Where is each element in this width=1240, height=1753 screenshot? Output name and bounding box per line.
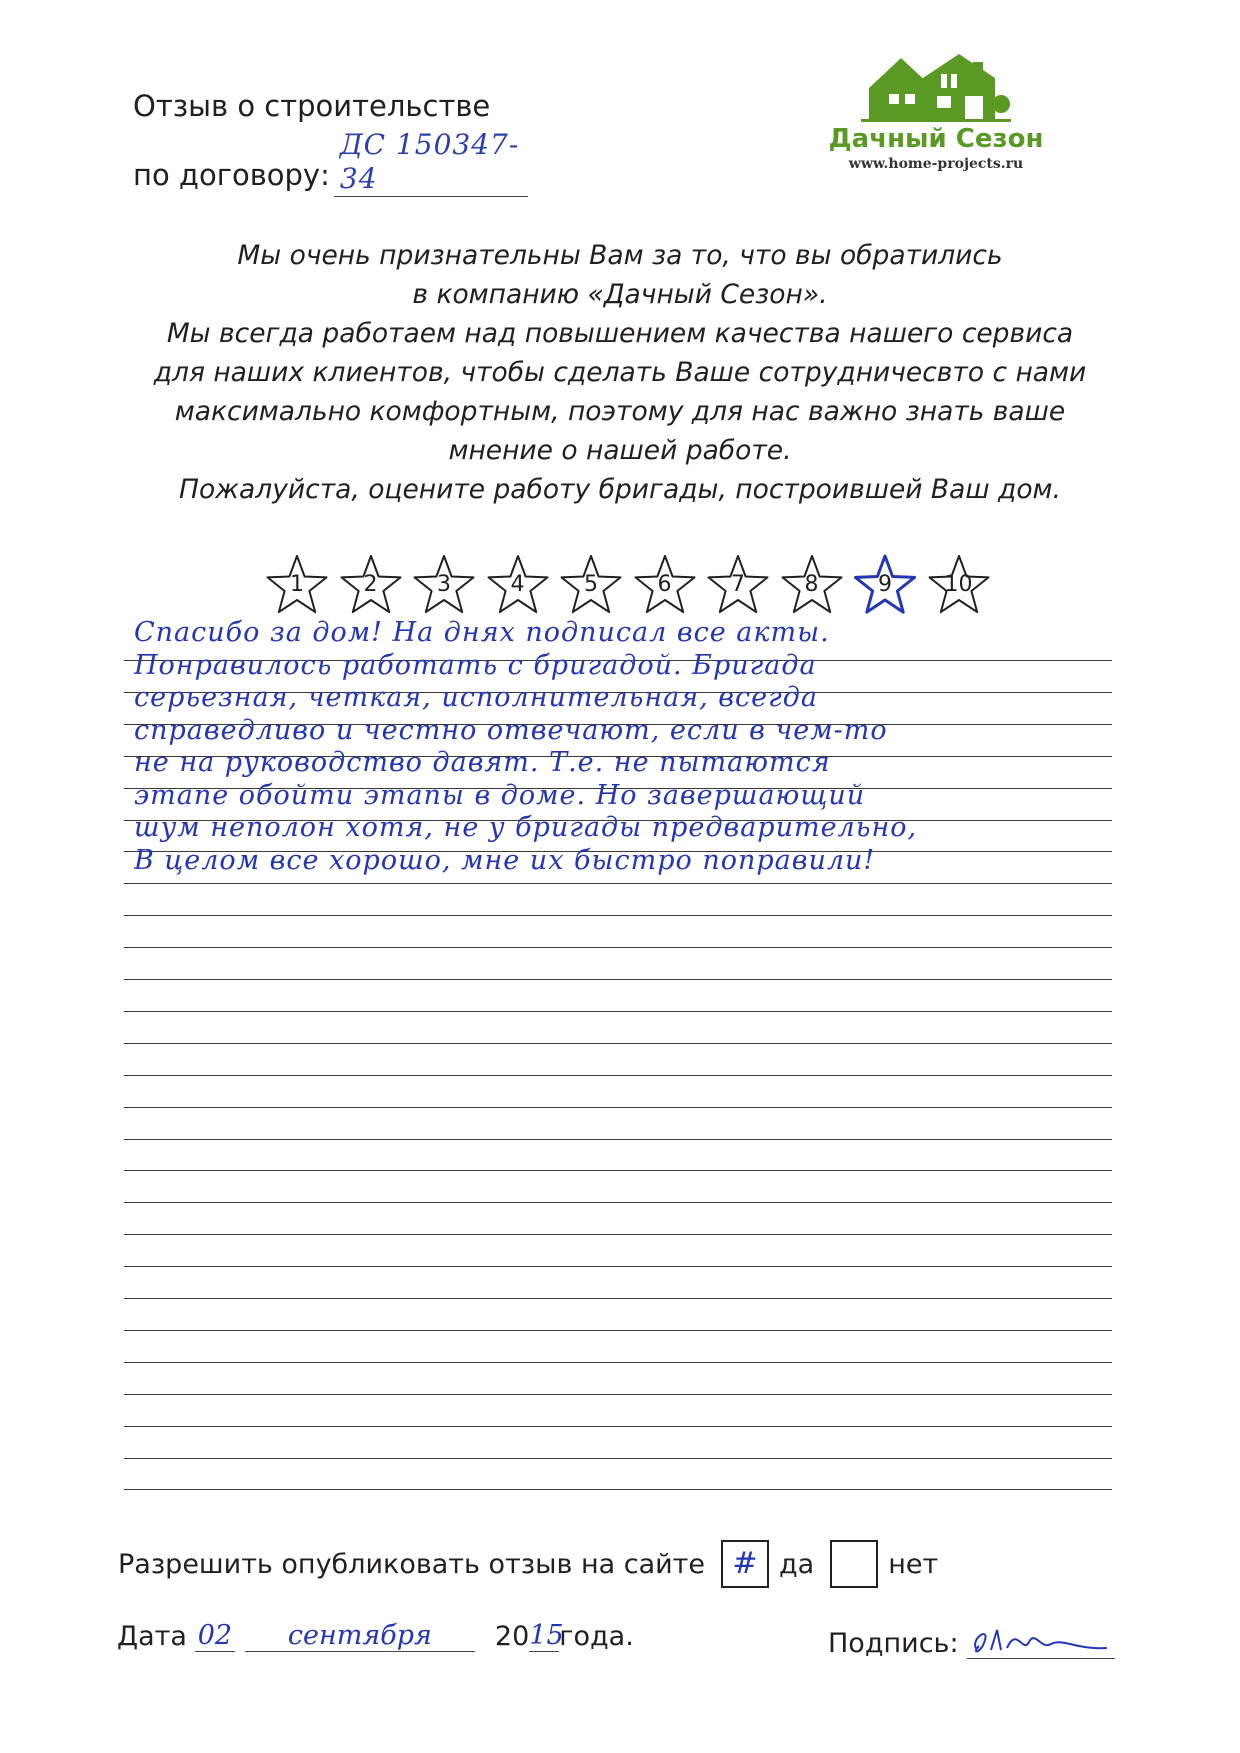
review-line: Спасибо за дом! На днях подписал все акты.: [134, 617, 830, 648]
rating-star-5[interactable]: [558, 552, 624, 618]
publish-label: Разрешить опубликовать отзыв на сайте: [118, 1548, 705, 1580]
contract-label: по договору:: [133, 158, 330, 192]
star-number: 2: [363, 572, 378, 597]
company-logo: [826, 50, 1046, 172]
intro-line: мнение о нашей работе.: [448, 435, 792, 466]
date-year-suffix: 15: [529, 1620, 564, 1651]
review-line: этапе обойти этапы в доме. Но завершающий: [134, 779, 866, 811]
ruled-line: [124, 947, 1112, 948]
star-number: 6: [657, 572, 672, 597]
publish-no-checkbox[interactable]: [830, 1540, 878, 1588]
contract-row: [133, 128, 528, 197]
rating-star-6[interactable]: [632, 552, 698, 618]
star-number: 7: [731, 572, 745, 597]
review-line: Понравилось работать с бригадой. Бригада: [134, 649, 817, 681]
ruled-line: [124, 1139, 1112, 1140]
rating-star-9[interactable]: [852, 552, 918, 618]
date-year-word: года.: [559, 1621, 634, 1652]
star-number: 1: [290, 572, 304, 597]
house-logo-icon: [861, 50, 1011, 122]
review-line: серьезная, четкая, исполнительная, всегда: [134, 682, 818, 713]
star-number: 10: [944, 572, 973, 597]
ruled-line: [124, 1458, 1112, 1459]
star-number: 5: [584, 572, 598, 597]
ruled-line: [124, 1330, 1112, 1331]
form-title: Отзыв о строительстве: [133, 89, 491, 123]
rating-star-4[interactable]: [485, 552, 551, 618]
ruled-line: [124, 1266, 1112, 1267]
signature-field: [967, 1620, 1115, 1659]
signature-row: [828, 1620, 1115, 1659]
signature-scribble: [967, 1620, 1115, 1660]
ruled-line: [124, 1362, 1112, 1363]
ruled-line: [124, 979, 1112, 980]
date-row: [117, 1620, 634, 1652]
intro-line: максимально комфортным, поэтому для нас важно знать ваше: [174, 396, 1066, 427]
publish-permission: [118, 1540, 938, 1588]
contract-number: ДС 150347-34: [334, 128, 528, 197]
intro-line: Пожалуйста, оцените работу бригады, построившей Ваш дом.: [179, 474, 1061, 505]
ruled-line: [124, 883, 1112, 884]
intro-text: [110, 236, 1130, 509]
rating-star-2[interactable]: [338, 552, 404, 618]
signature-label: Подпись:: [828, 1628, 959, 1659]
ruled-line: [124, 1011, 1112, 1012]
ruled-line: [124, 1489, 1112, 1490]
star-number: 8: [804, 572, 819, 597]
intro-line: для наших клиентов, чтобы сделать Ваше сотрудничесвто с нами: [153, 357, 1087, 388]
review-line: не на руководство давят. Т.е. не пытаются: [134, 747, 831, 778]
ruled-line: [124, 1170, 1112, 1171]
intro-line: Мы очень признательны Вам за то, что вы обратились: [237, 240, 1003, 271]
date-month: сентября: [245, 1620, 475, 1652]
ruled-line: [124, 1075, 1112, 1076]
review-line: шум неполон хотя, не у бригады предварительно,: [134, 812, 918, 843]
ruled-line: [124, 1298, 1112, 1299]
ruled-line: [124, 1394, 1112, 1395]
rating-star-1[interactable]: [264, 552, 330, 618]
company-url: www.home-projects.ru: [848, 156, 1024, 172]
rating-star-3[interactable]: [411, 552, 477, 618]
star-number: 4: [510, 572, 525, 597]
handwritten-review: [134, 617, 1114, 877]
review-line: справедливо и честно отвечают, если в чем-то: [134, 714, 888, 746]
star-number: 9: [878, 572, 892, 597]
date-day: 02: [195, 1620, 235, 1652]
publish-yes-label: да: [779, 1548, 815, 1580]
star-number: 3: [437, 572, 451, 597]
ruled-line: [124, 1202, 1112, 1203]
date-year-prefix: 20: [494, 1621, 530, 1652]
ruled-line: [124, 1234, 1112, 1235]
ruled-line: [124, 1426, 1112, 1427]
ruled-line: [124, 1107, 1112, 1108]
intro-line: в компанию «Дачный Сезон».: [412, 279, 828, 310]
rating-star-8[interactable]: [779, 552, 845, 618]
company-name: Дачный Сезон: [828, 124, 1044, 154]
form-header: [133, 84, 528, 197]
rating-star-10[interactable]: [926, 552, 992, 618]
rating-stars: [264, 552, 1004, 618]
ruled-line: [124, 1043, 1112, 1044]
publish-yes-checkbox[interactable]: #: [721, 1540, 769, 1588]
review-line: В целом все хорошо, мне их быстро поправили!: [134, 844, 876, 876]
date-label: Дата: [117, 1621, 187, 1652]
publish-no-label: нет: [888, 1548, 939, 1580]
ruled-line: [124, 915, 1112, 916]
rating-star-7[interactable]: [705, 552, 771, 618]
intro-line: Мы всегда работаем над повышением качества нашего сервиса: [166, 318, 1074, 349]
